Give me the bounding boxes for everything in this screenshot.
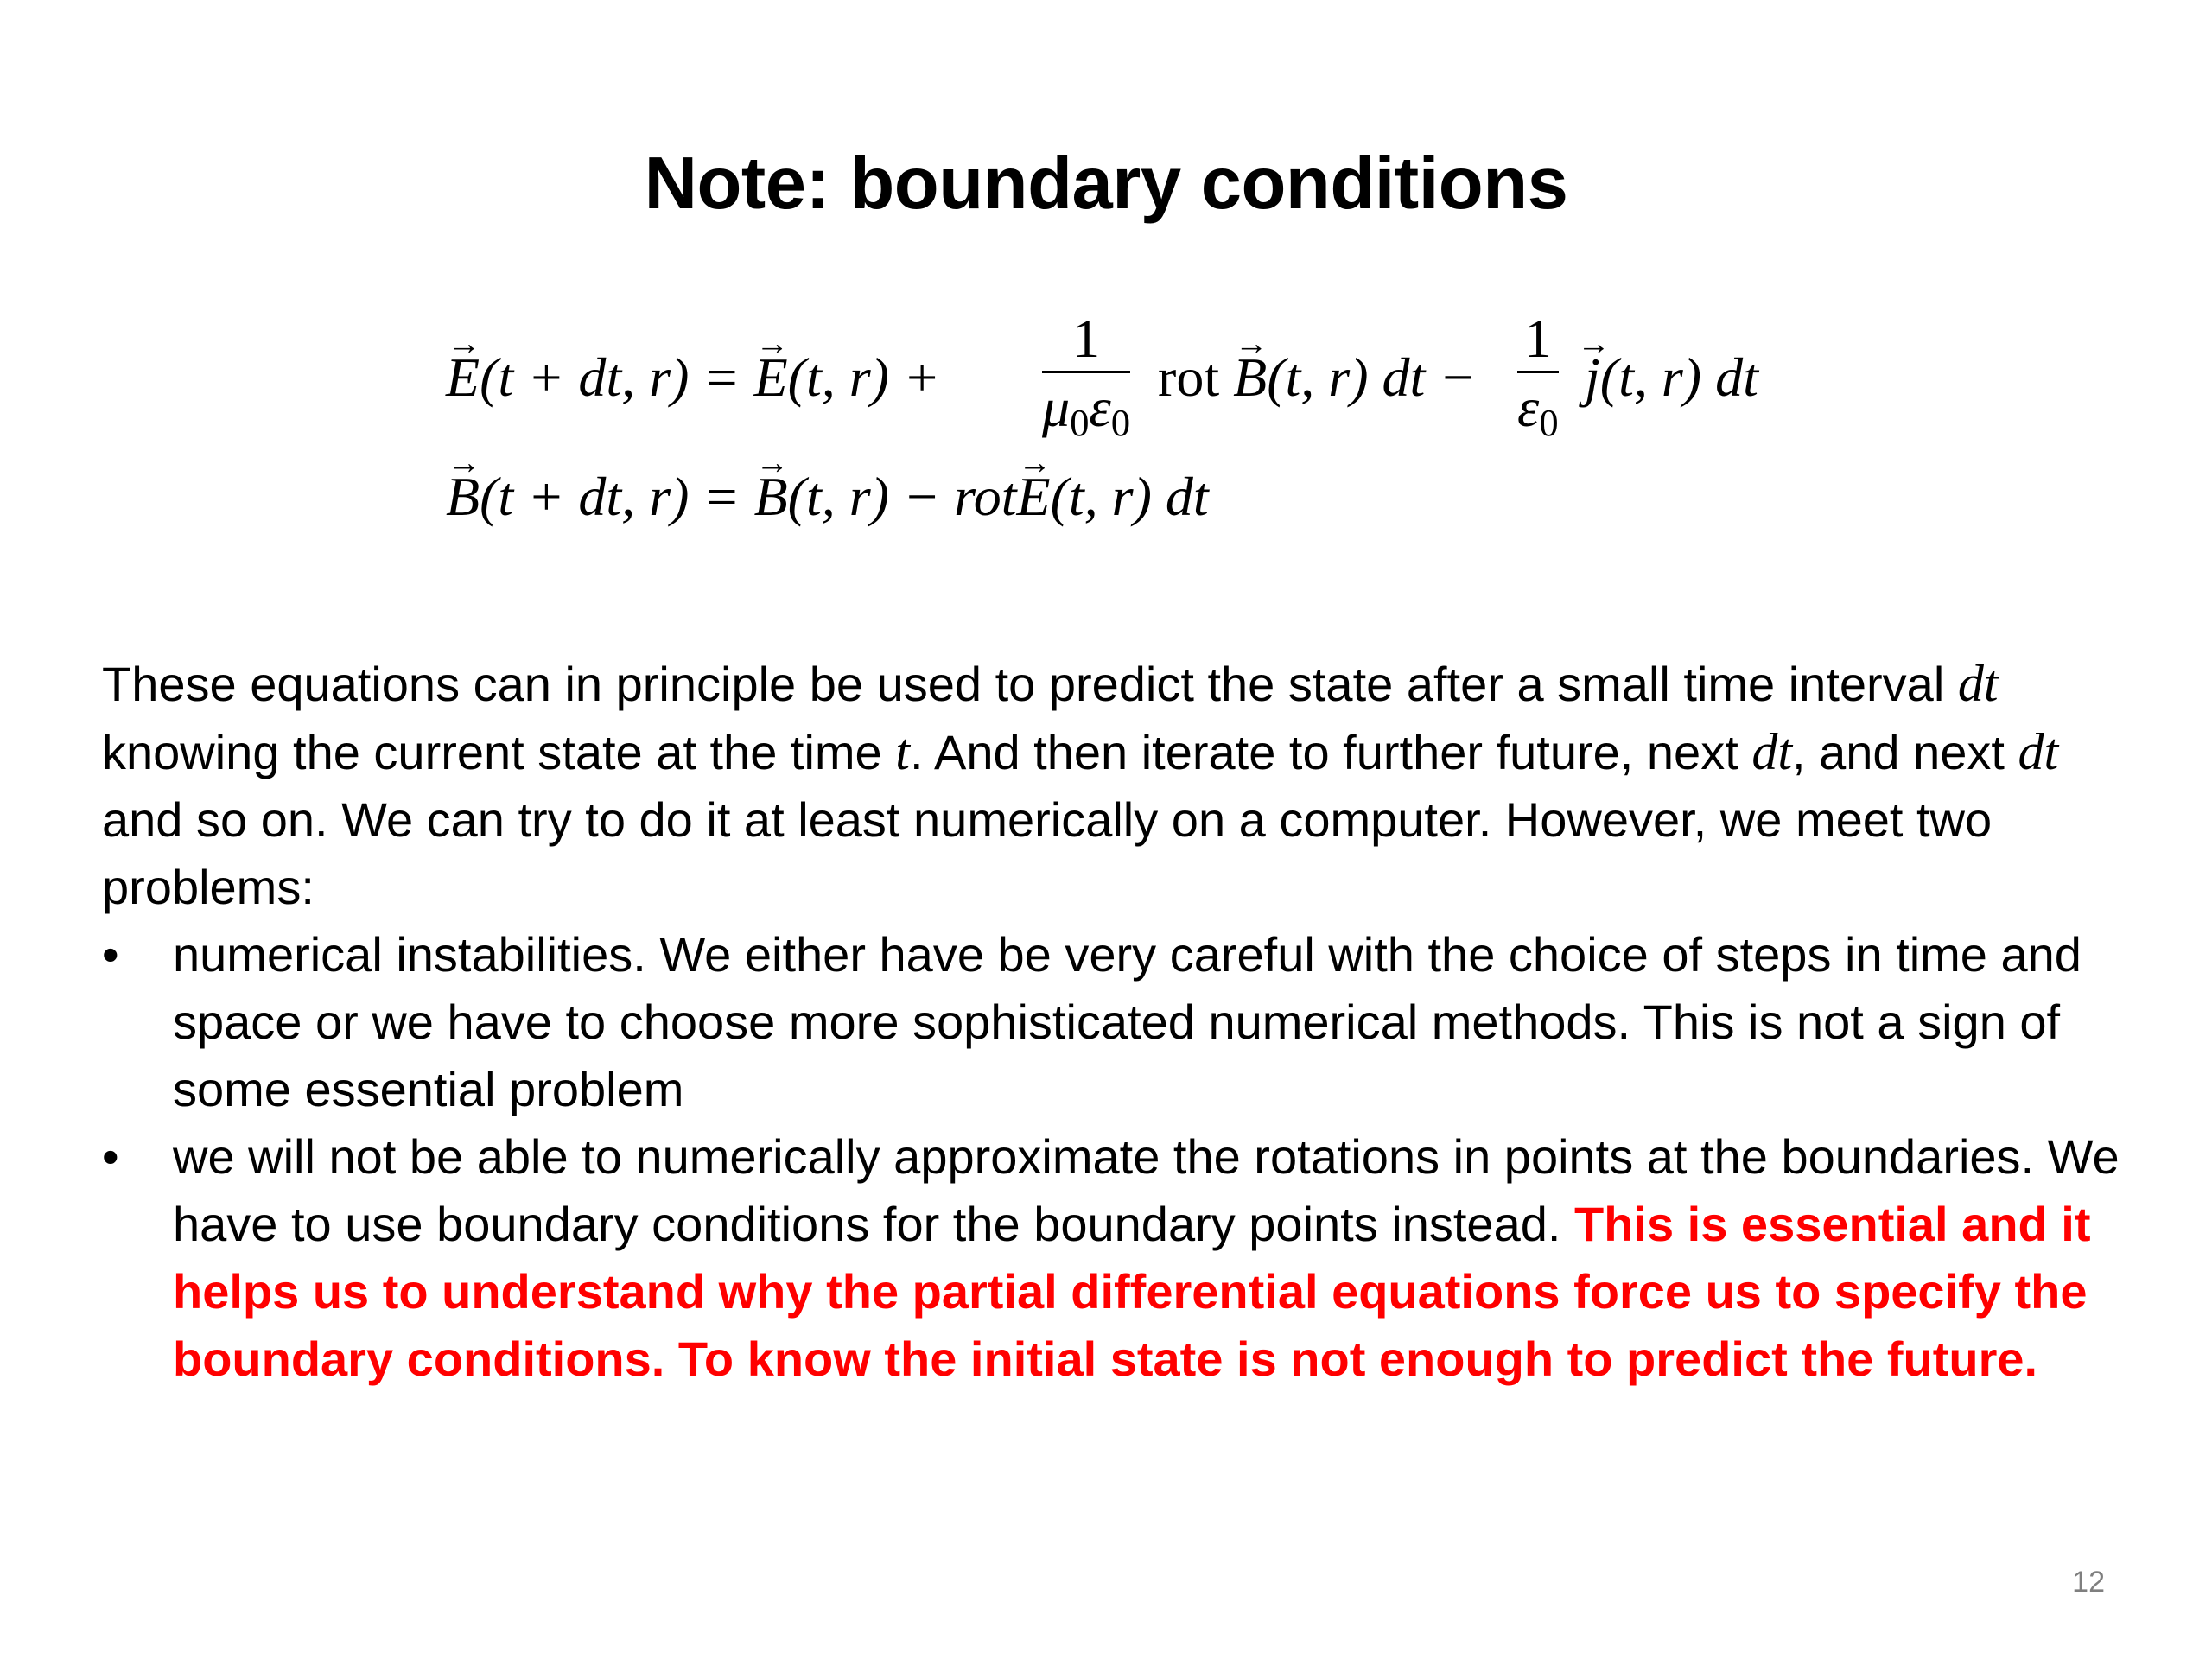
eq2-end-args: (t, r) dt bbox=[1050, 466, 1209, 527]
paragraph-text: , and next bbox=[1791, 725, 2018, 779]
bullet-icon: • bbox=[102, 1129, 119, 1184]
bullet-item bbox=[102, 921, 2124, 1123]
rot-operator: rot bbox=[1158, 346, 1234, 408]
vector-j: → j bbox=[1585, 346, 1600, 410]
fraction-one-over-mu-eps bbox=[1042, 309, 1130, 443]
inline-math-t: t bbox=[895, 723, 910, 780]
eq2-mid-args: (t, r) − rot bbox=[787, 466, 1017, 527]
paragraph-text: . And then iterate to further future, next bbox=[909, 725, 1752, 779]
paragraph-text: and so on. We can try to do it at least numerically on a computer. However, we meet two problems: bbox=[102, 792, 1993, 914]
vector-e: → E bbox=[1016, 465, 1050, 529]
body-text bbox=[102, 650, 2124, 1393]
page-number: 12 bbox=[2072, 1566, 2105, 1599]
fraction-denominator: $\varepsilon_0$ bbox=[1517, 377, 1559, 445]
paragraph-text: These equations can in principle be used to predict the state after a small time interval bbox=[102, 657, 1958, 711]
vector-b: → B bbox=[1233, 346, 1267, 410]
eq1-j-args: (t, r) dt bbox=[1599, 346, 1758, 408]
intro-paragraph bbox=[102, 650, 2124, 921]
fraction-bar bbox=[1042, 371, 1130, 373]
fraction-numerator: 1 bbox=[1523, 308, 1552, 369]
fraction-numerator: 1 bbox=[1072, 308, 1101, 369]
eq1-mid-args: (t, r) + bbox=[787, 346, 941, 408]
fraction-denominator: $\mu_0\varepsilon_0$ bbox=[1042, 377, 1131, 445]
vector-b: → B bbox=[446, 465, 480, 529]
vector-e: → E bbox=[446, 346, 480, 410]
eq2-lhs-args: (t + dt, r) = bbox=[480, 466, 754, 527]
bullet-list bbox=[102, 921, 2124, 1393]
inline-math-dt: dt bbox=[1957, 655, 1999, 712]
bullet-item bbox=[102, 1123, 2124, 1393]
eq1-rot-args: (t, r) dt − bbox=[1267, 346, 1477, 408]
vector-b: → B bbox=[754, 465, 788, 529]
slide-title: Note: boundary conditions bbox=[644, 143, 1568, 225]
eq1-lhs-args: (t + dt, r) = bbox=[480, 346, 754, 408]
inline-math-dt: dt bbox=[2018, 723, 2059, 780]
paragraph-text: knowing the current state at the time bbox=[102, 725, 896, 779]
fraction-one-over-eps bbox=[1517, 309, 1559, 443]
highlighted-conclusion: This is essential and it helps us to understand why the partial differential equations force us to specify the boundary conditions. To know the initial state is not enough to predict the future. bbox=[173, 1197, 2091, 1386]
bullet-text: numerical instabilities. We either have be very careful with the choice of steps in time and space or we have to choose more sophisticated numerical methods. This is not a sign of some essential problem bbox=[173, 927, 2082, 1116]
bullet-text: we will not be able to numerically approximate the rotations in points at the boundaries. We have to use boundary conditions for the boundary points instead. bbox=[173, 1129, 2120, 1251]
fraction-bar bbox=[1517, 371, 1559, 373]
inline-math-dt: dt bbox=[1751, 723, 1792, 780]
vector-e: → E bbox=[754, 346, 788, 410]
bullet-icon: • bbox=[102, 927, 119, 982]
